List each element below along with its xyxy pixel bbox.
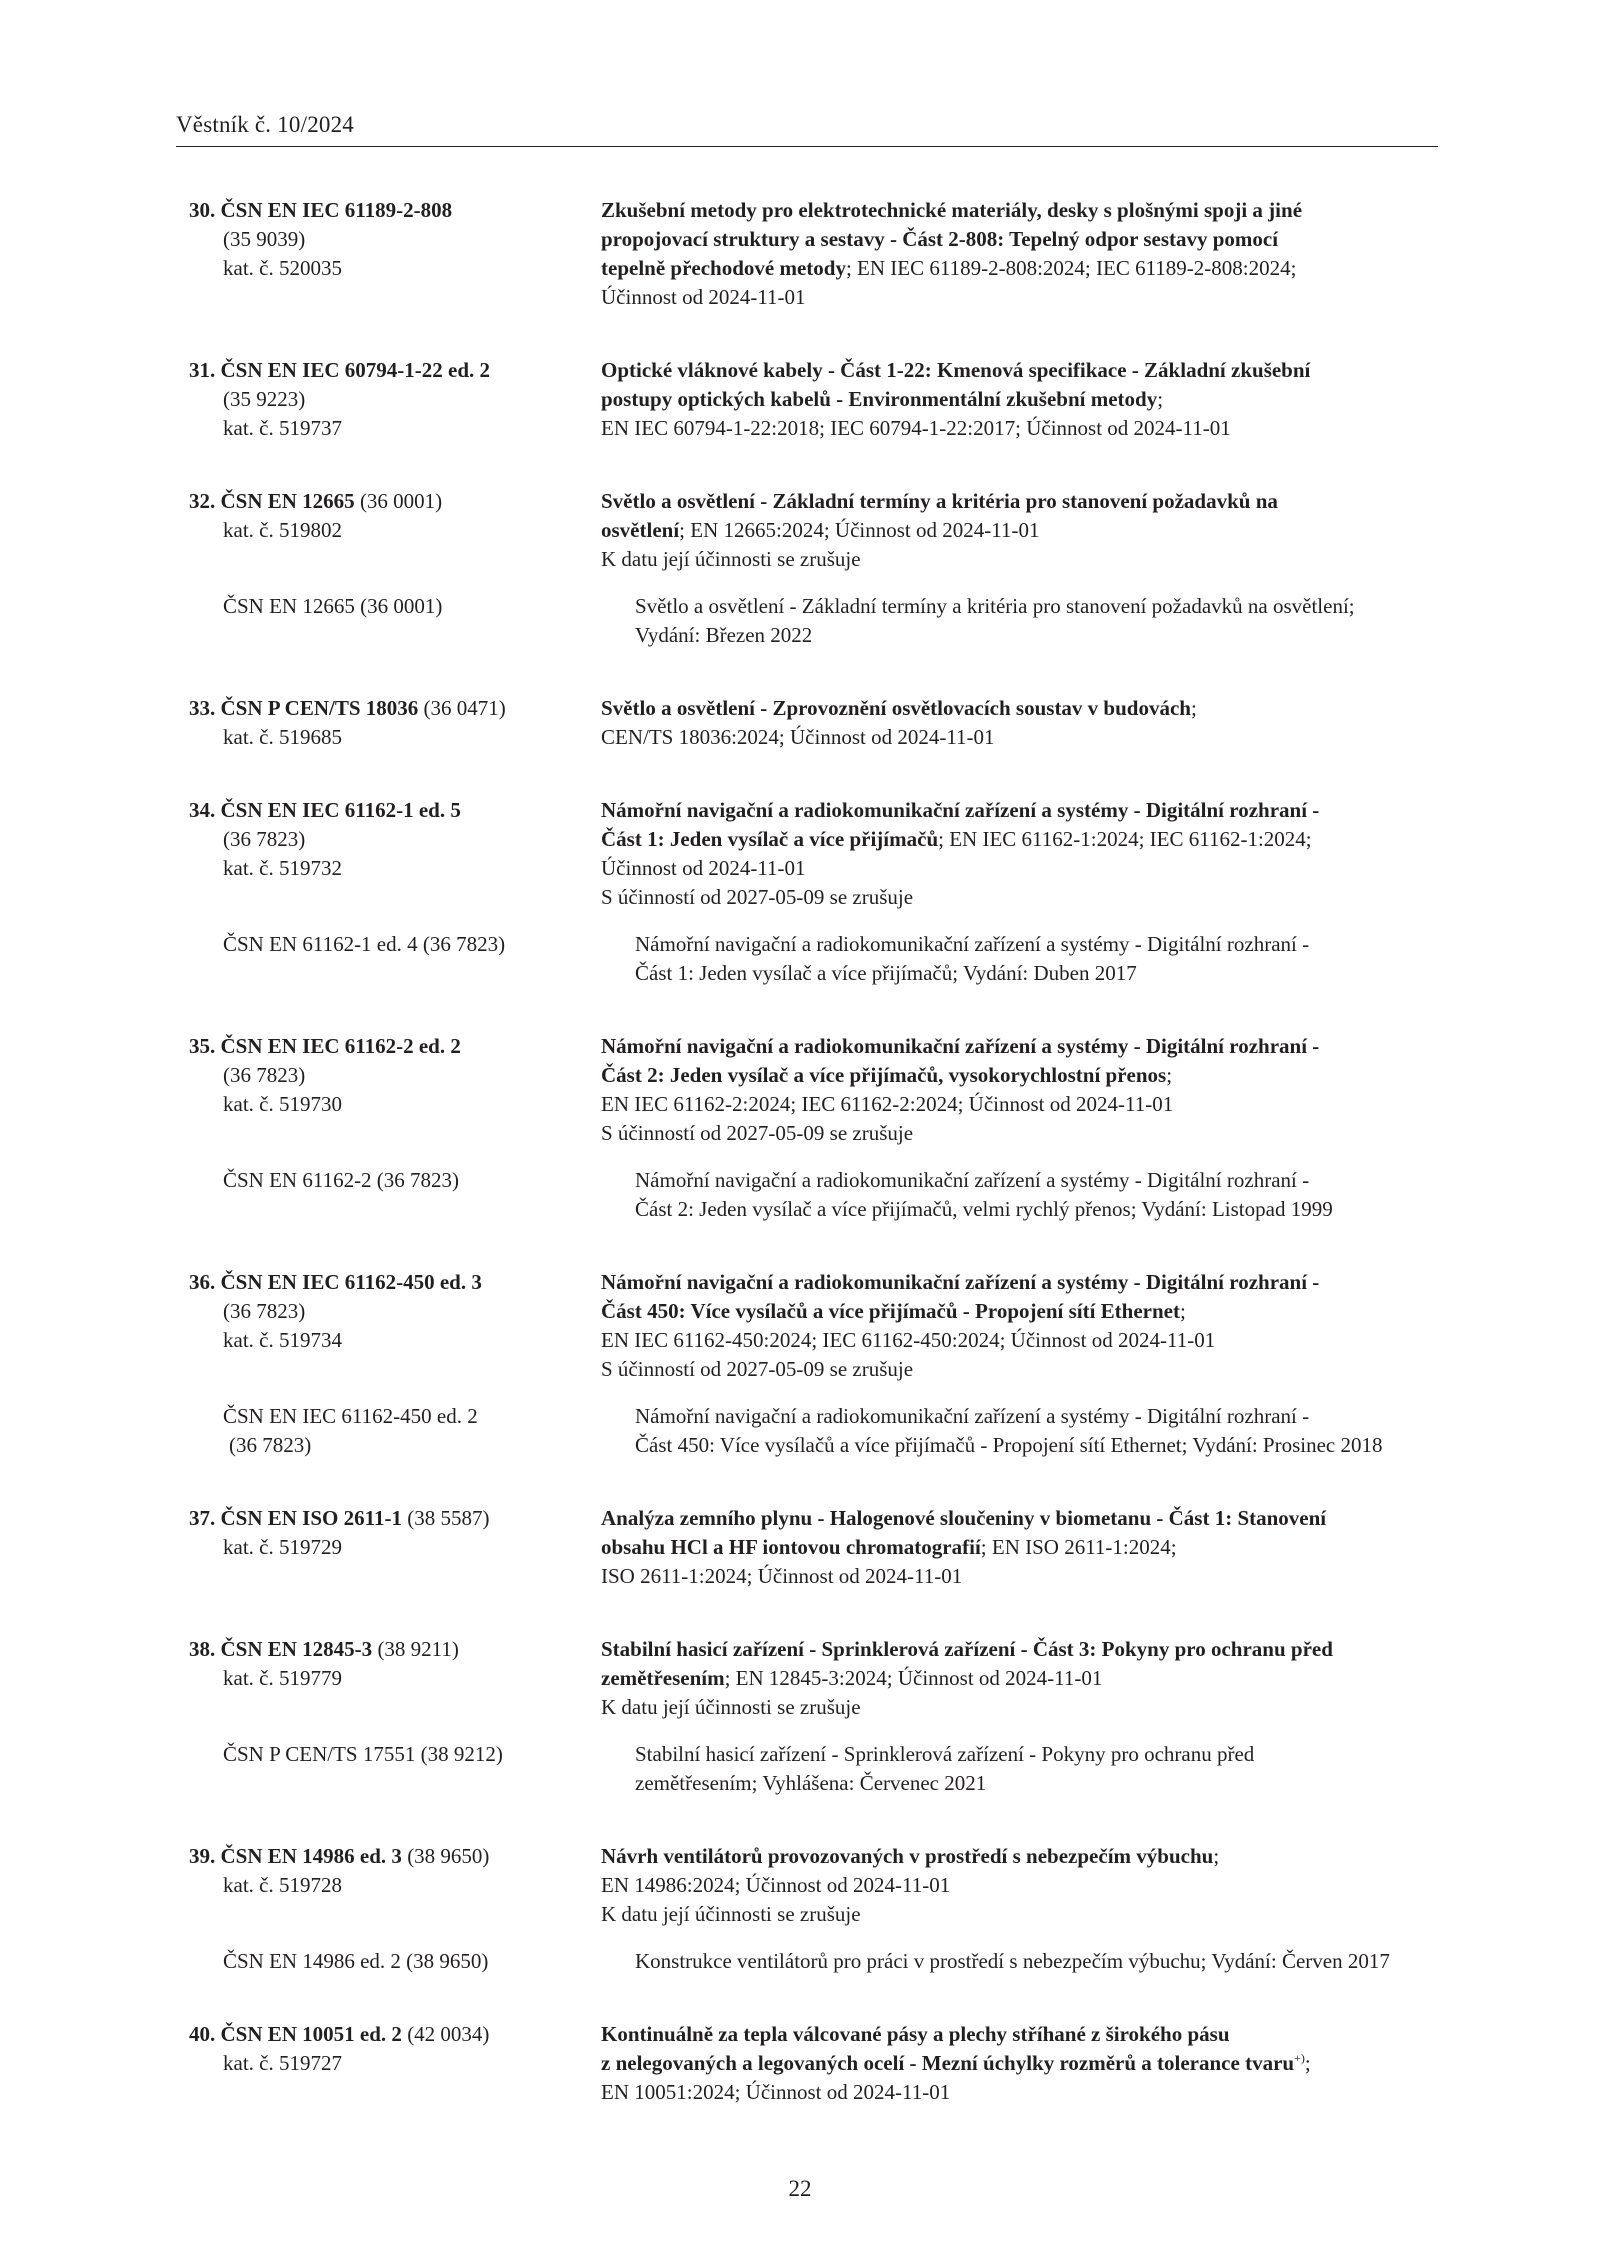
title-bold-text: propojovací struktury a sestavy - Část 2-808: Tepelný odpor sestavy pomocí [601, 227, 1279, 251]
standard-catalog-line: kat. č. 519779 [223, 1666, 342, 1690]
title-bold-text: Část 1: Jeden vysílač a více přijímačů [601, 827, 939, 851]
standard-code-column [176, 1504, 601, 1591]
title-tail: ; EN IEC 61162-1:2024; IEC 61162-1:2024; [938, 827, 1312, 851]
standard-detail-line: K datu její účinnosti se zrušuje [601, 547, 861, 571]
standard-title-column [601, 487, 1438, 574]
standard-code: ČSN EN IEC 61162-1 ed. 5 [220, 798, 461, 822]
title-line [601, 385, 1438, 414]
standard-title [601, 1842, 1438, 1871]
entry-number: 39. [189, 1844, 221, 1868]
standard-main [176, 196, 1438, 312]
standard-main [176, 1032, 1438, 1148]
superseded-code: (36 7823) [229, 1433, 312, 1457]
standard-code: ČSN EN ISO 2611-1 [220, 1506, 402, 1530]
standard-code-column [176, 2020, 601, 2107]
superseded-code: ČSN EN 61162-1 ed. 4 (36 7823) [223, 932, 506, 956]
title-bold-text: z nelegovaných a legovaných ocelí - Mezní úchylky rozměrů a tolerance tvaru [601, 2051, 1295, 2075]
title-bold-text: Kontinuálně za tepla válcované pásy a plechy stříhané z širokého pásu [601, 2022, 1230, 2046]
standard-class-number: (42 0034) [401, 2022, 490, 2046]
standard-title-column [601, 1842, 1438, 1929]
standard-title [601, 694, 1438, 723]
superseded-text-line: zemětřesením; Vyhlášena: Červenec 2021 [635, 1771, 987, 1795]
superseded-code-column [176, 1402, 635, 1460]
title-bold-text: Zkušební metody pro elektrotechnické materiály, desky s plošnými spoji a jiné [601, 198, 1303, 222]
footnote-marker: +) [1294, 2051, 1305, 2065]
superseded-code-column [176, 1166, 635, 1224]
standard-entry [176, 1032, 1438, 1224]
standard-code: ČSN EN 14986 ed. 3 [220, 1844, 402, 1868]
standard-title-column [601, 1635, 1438, 1722]
standard-code-line [189, 1504, 601, 1533]
title-line [601, 356, 1438, 385]
title-bold-text: Analýza zemního plynu - Halogenové sloučeniny v biometanu - Část 1: Stanovení [601, 1506, 1327, 1530]
standard-entry [176, 2020, 1438, 2107]
superseded-code: ČSN EN 14986 ed. 2 (38 9650) [223, 1949, 489, 1973]
title-tail: ; [1304, 2051, 1311, 2075]
standard-catalog-line: kat. č. 519737 [223, 416, 342, 440]
title-line [601, 1635, 1438, 1664]
standard-title [601, 487, 1438, 545]
standard-entry [176, 1504, 1438, 1591]
title-line [601, 1268, 1438, 1297]
standard-code-column [176, 1268, 601, 1384]
title-tail: ; [1166, 1063, 1173, 1087]
superseded-title-column [635, 1740, 1438, 1798]
standard-code-line [189, 1268, 601, 1297]
title-tail: ; EN ISO 2611-1:2024; [980, 1535, 1177, 1559]
standard-title [601, 196, 1438, 283]
title-bold-text: Optické vláknové kabely - Část 1-22: Kmenová specifikace - Základní zkušební [601, 358, 1311, 382]
entry-number: 38. [189, 1637, 221, 1661]
superseded-title-column [635, 1402, 1438, 1460]
superseded-text-line: Námořní navigační a radiokomunikační zařízení a systémy - Digitální rozhraní - [635, 932, 1310, 956]
standard-title-column [601, 1268, 1438, 1384]
superseded-text-line: Část 2: Jeden vysílač a více přijímačů, velmi rychlý přenos; Vydání: Listopad 1999 [635, 1197, 1333, 1221]
standard-detail-line: EN 14986:2024; Účinnost od 2024-11-01 [601, 1873, 951, 1897]
standard-catalog-line: kat. č. 520035 [223, 256, 342, 280]
title-line [601, 487, 1438, 516]
title-bold-text: Stabilní hasicí zařízení - Sprinklerová zařízení - Část 3: Pokyny pro ochranu před [601, 1637, 1333, 1661]
standard-detail-line: Účinnost od 2024-11-01 [601, 856, 806, 880]
title-line [601, 196, 1438, 225]
title-bold-text: Část 2: Jeden vysílač a více přijímačů, vysokorychlostní přenos [601, 1063, 1167, 1087]
journal-title: Věstník č. 10/2024 [176, 112, 354, 137]
title-line [601, 1842, 1438, 1871]
entry-number: 34. [189, 798, 221, 822]
superseded-standard [176, 1402, 1438, 1460]
standard-entry [176, 356, 1438, 443]
superseded-text-line: Část 1: Jeden vysílač a více přijímačů; Vydání: Duben 2017 [635, 961, 1137, 985]
standard-main [176, 796, 1438, 912]
standard-catalog-line: (36 7823) [223, 1063, 306, 1087]
entry-number: 32. [189, 489, 221, 513]
title-tail: ; [1190, 696, 1197, 720]
standard-code-column [176, 487, 601, 574]
standard-detail-line: S účinností od 2027-05-09 se zrušuje [601, 1121, 914, 1145]
title-bold-text: Námořní navigační a radiokomunikační zařízení a systémy - Digitální rozhraní - [601, 1034, 1320, 1058]
entry-number: 40. [189, 2022, 221, 2046]
entry-number: 33. [189, 696, 221, 720]
entry-number: 36. [189, 1270, 221, 1294]
standard-code-line [189, 1842, 601, 1871]
standard-code-column [176, 1635, 601, 1722]
standard-code-column [176, 196, 601, 312]
standard-code-column [176, 1842, 601, 1929]
standard-code: ČSN EN IEC 60794-1-22 ed. 2 [220, 358, 491, 382]
standard-entry [176, 1635, 1438, 1798]
standard-code-line [189, 2020, 601, 2049]
standard-code-column [176, 1032, 601, 1148]
title-line [601, 1032, 1438, 1061]
standard-code-line [189, 356, 601, 385]
title-bold-text: Světlo a osvětlení - Zprovoznění osvětlovacích soustav v budovách [601, 696, 1191, 720]
title-line [601, 1061, 1438, 1090]
standard-catalog-line: (36 7823) [223, 827, 306, 851]
title-tail: ; [1179, 1299, 1186, 1323]
standard-main [176, 1842, 1438, 1929]
superseded-title-column [635, 1947, 1438, 1976]
entry-number: 30. [189, 198, 221, 222]
title-line [601, 796, 1438, 825]
standard-title-column [601, 796, 1438, 912]
standard-code-line [189, 1635, 601, 1664]
standard-main [176, 2020, 1438, 2107]
title-bold-text: Část 450: Více vysílačů a více přijímačů - Propojení sítí Ethernet [601, 1299, 1180, 1323]
standard-class-number: (36 0001) [354, 489, 443, 513]
standard-catalog-line: (35 9223) [223, 387, 306, 411]
standards-list [176, 196, 1438, 2151]
title-tail: ; [1157, 387, 1164, 411]
title-line [601, 694, 1438, 723]
standard-detail-line: K datu její účinnosti se zrušuje [601, 1902, 861, 1926]
title-bold-text: obsahu HCl a HF iontovou chromatografií [601, 1535, 981, 1559]
title-line [601, 1664, 1438, 1693]
standard-code: ČSN EN IEC 61162-2 ed. 2 [220, 1034, 461, 1058]
superseded-code-column [176, 1740, 635, 1798]
standard-detail-line: ISO 2611-1:2024; Účinnost od 2024-11-01 [601, 1564, 963, 1588]
title-line [601, 1533, 1438, 1562]
title-bold-text: Návrh ventilátorů provozovaných v prostředí s nebezpečím výbuchu [601, 1844, 1214, 1868]
standard-detail-line: S účinností od 2027-05-09 se zrušuje [601, 885, 914, 909]
standard-detail-line: EN IEC 61162-450:2024; IEC 61162-450:2024; Účinnost od 2024-11-01 [601, 1328, 1216, 1352]
title-tail: ; EN 12845-3:2024; Účinnost od 2024-11-01 [724, 1666, 1103, 1690]
superseded-standard [176, 1947, 1438, 1976]
superseded-text-line: Námořní navigační a radiokomunikační zařízení a systémy - Digitální rozhraní - [635, 1168, 1310, 1192]
standard-class-number: (38 9650) [401, 1844, 490, 1868]
standard-code-line [189, 1032, 601, 1061]
standard-main [176, 487, 1438, 574]
standard-catalog-line: (36 7823) [223, 1299, 306, 1323]
standard-detail-line: Účinnost od 2024-11-01 [601, 285, 806, 309]
superseded-title-column [635, 1166, 1438, 1224]
title-line [601, 254, 1438, 283]
standard-entry [176, 796, 1438, 988]
page-number: 22 [788, 2176, 812, 2201]
title-tail: ; [1213, 1844, 1220, 1868]
title-bold-text: Světlo a osvětlení - Základní termíny a kritéria pro stanovení požadavků na [601, 489, 1278, 513]
title-line [601, 225, 1438, 254]
title-bold-text: postupy optických kabelů - Environmentální zkušební metody [601, 387, 1158, 411]
standard-code-line [189, 694, 601, 723]
title-bold-text: Námořní navigační a radiokomunikační zařízení a systémy - Digitální rozhraní - [601, 1270, 1320, 1294]
standard-code: ČSN EN 10051 ed. 2 [220, 2022, 402, 2046]
standard-catalog-line: kat. č. 519730 [223, 1092, 342, 1116]
title-line [601, 1297, 1438, 1326]
standard-code: ČSN EN 12845-3 [220, 1637, 373, 1661]
superseded-code: ČSN EN 12665 (36 0001) [223, 594, 443, 618]
standard-entry [176, 196, 1438, 312]
standard-title-column [601, 196, 1438, 312]
standard-title-column [601, 694, 1438, 752]
superseded-code: ČSN EN IEC 61162-450 ed. 2 [223, 1404, 478, 1428]
title-line [601, 2020, 1438, 2049]
standard-entry [176, 694, 1438, 752]
superseded-standard [176, 930, 1438, 988]
standard-catalog-line: kat. č. 519727 [223, 2051, 342, 2075]
standard-class-number: (38 9211) [372, 1637, 459, 1661]
standard-detail-line: EN IEC 60794-1-22:2018; IEC 60794-1-22:2017; Účinnost od 2024-11-01 [601, 416, 1231, 440]
standard-catalog-line: kat. č. 519732 [223, 856, 342, 880]
superseded-standard [176, 1166, 1438, 1224]
title-line [601, 2049, 1438, 2078]
superseded-code-column [176, 1947, 635, 1976]
page-header [176, 112, 1438, 147]
standard-title [601, 356, 1438, 414]
title-bold-text: Námořní navigační a radiokomunikační zařízení a systémy - Digitální rozhraní - [601, 798, 1320, 822]
standard-main [176, 1635, 1438, 1722]
standard-class-number: (38 5587) [401, 1506, 490, 1530]
superseded-text-line: Světlo a osvětlení - Základní termíny a kritéria pro stanovení požadavků na osvětlení; [635, 594, 1355, 618]
standard-code-column [176, 694, 601, 752]
standard-class-number: (36 0471) [418, 696, 506, 720]
entry-number: 31. [189, 358, 221, 382]
superseded-title-column [635, 592, 1438, 650]
title-bold-text: zemětřesením [601, 1666, 725, 1690]
superseded-code-column [176, 592, 635, 650]
standard-title [601, 1268, 1438, 1326]
superseded-text-line: Část 450: Více vysílačů a více přijímačů - Propojení sítí Ethernet; Vydání: Prosinec 2018 [635, 1433, 1383, 1457]
superseded-code-column [176, 930, 635, 988]
standard-detail-line: EN IEC 61162-2:2024; IEC 61162-2:2024; Účinnost od 2024-11-01 [601, 1092, 1174, 1116]
standard-code-column [176, 796, 601, 912]
superseded-text-line: Stabilní hasicí zařízení - Sprinklerová zařízení - Pokyny pro ochranu před [635, 1742, 1255, 1766]
standard-code-line [189, 796, 601, 825]
standard-main [176, 356, 1438, 443]
standard-catalog-line: (35 9039) [223, 227, 306, 251]
standard-main [176, 1268, 1438, 1384]
title-tail: ; EN 12665:2024; Účinnost od 2024-11-01 [679, 518, 1040, 542]
standard-title-column [601, 1032, 1438, 1148]
title-tail: ; EN IEC 61189-2-808:2024; IEC 61189-2-808:2024; [845, 256, 1297, 280]
superseded-text-line: Námořní navigační a radiokomunikační zařízení a systémy - Digitální rozhraní - [635, 1404, 1310, 1428]
standard-detail-line: S účinností od 2027-05-09 se zrušuje [601, 1357, 914, 1381]
standard-detail-line: CEN/TS 18036:2024; Účinnost od 2024-11-01 [601, 725, 995, 749]
entry-number: 37. [189, 1506, 221, 1530]
superseded-standard [176, 1740, 1438, 1798]
standard-catalog-line: kat. č. 519734 [223, 1328, 342, 1352]
standard-code: ČSN EN 12665 [220, 489, 355, 513]
standard-main [176, 1504, 1438, 1591]
standard-title [601, 2020, 1438, 2078]
superseded-text-line: Vydání: Březen 2022 [635, 623, 813, 647]
standard-code-line [189, 487, 601, 516]
standard-code: ČSN EN IEC 61189-2-808 [220, 198, 453, 222]
title-bold-text: osvětlení [601, 518, 680, 542]
entry-number: 35. [189, 1034, 221, 1058]
standard-title [601, 1032, 1438, 1090]
standard-entry [176, 487, 1438, 650]
title-bold-text: tepelně přechodové metody [601, 256, 846, 280]
superseded-code: ČSN EN 61162-2 (36 7823) [223, 1168, 460, 1192]
standard-code-line [189, 196, 601, 225]
standard-detail-line: K datu její účinnosti se zrušuje [601, 1695, 861, 1719]
standard-title [601, 796, 1438, 854]
superseded-text-line: Konstrukce ventilátorů pro práci v prostředí s nebezpečím výbuchu; Vydání: Červen 2017 [635, 1949, 1390, 1973]
standard-code-column [176, 356, 601, 443]
standard-catalog-line: kat. č. 519685 [223, 725, 342, 749]
title-line [601, 1504, 1438, 1533]
standard-detail-line: EN 10051:2024; Účinnost od 2024-11-01 [601, 2080, 951, 2104]
title-line [601, 825, 1438, 854]
standard-title-column [601, 2020, 1438, 2107]
standard-entry [176, 1842, 1438, 1976]
standard-title [601, 1635, 1438, 1693]
standard-catalog-line: kat. č. 519728 [223, 1873, 342, 1897]
standard-code: ČSN P CEN/TS 18036 [220, 696, 419, 720]
superseded-code: ČSN P CEN/TS 17551 (38 9212) [223, 1742, 503, 1766]
standard-catalog-line: kat. č. 519729 [223, 1535, 342, 1559]
superseded-standard [176, 592, 1438, 650]
standard-title [601, 1504, 1438, 1562]
standard-catalog-line: kat. č. 519802 [223, 518, 342, 542]
standard-title-column [601, 1504, 1438, 1591]
standard-code: ČSN EN IEC 61162-450 ed. 3 [220, 1270, 482, 1294]
standard-main [176, 694, 1438, 752]
standard-entry [176, 1268, 1438, 1460]
standard-title-column [601, 356, 1438, 443]
superseded-title-column [635, 930, 1438, 988]
title-line [601, 516, 1438, 545]
